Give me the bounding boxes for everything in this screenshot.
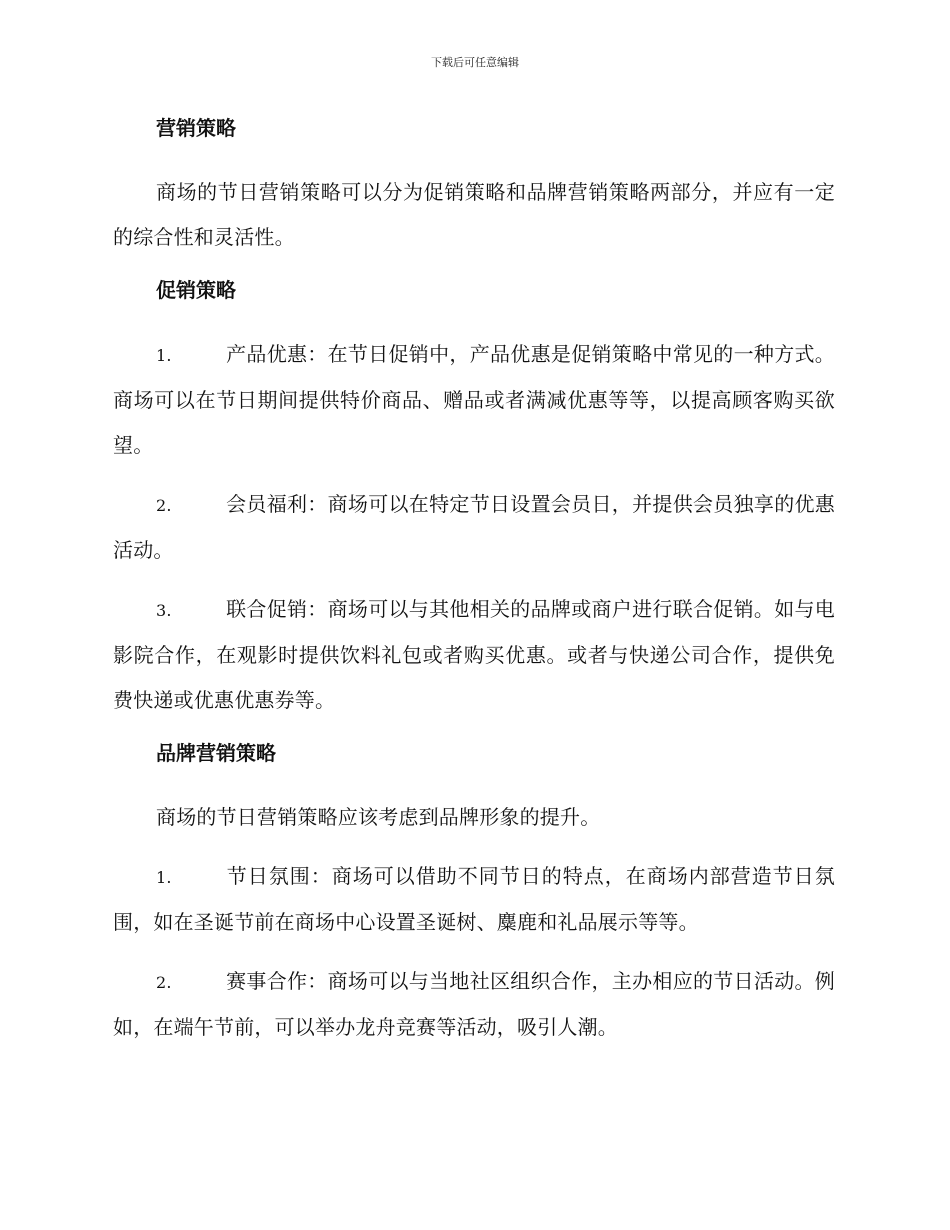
heading-brand-strategy: 品牌营销策略 bbox=[156, 741, 276, 765]
list-item bbox=[113, 332, 835, 468]
document-body bbox=[113, 112, 835, 1064]
list-item-text: 联合促销：商场可以与其他相关的品牌或商户进行联合促销。如与电影院合作，在观影时提供饮料礼包或者购买优惠。或者与快递公司合作，提供免费快递或优惠优惠券等。 bbox=[113, 597, 835, 712]
list-item-number: 2. bbox=[156, 496, 172, 515]
list-item-number: 3. bbox=[156, 601, 172, 620]
list-item bbox=[113, 587, 835, 723]
list-item-text: 会员福利：商场可以在特定节日设置会员日，并提供会员独享的优惠活动。 bbox=[113, 492, 835, 562]
list-item bbox=[113, 959, 835, 1050]
paragraph-brand-intro: 商场的节日营销策略应该考虑到品牌形象的提升。 bbox=[156, 805, 601, 829]
list-item-number: 1. bbox=[156, 868, 172, 887]
list-item bbox=[113, 854, 835, 945]
heading-promotion-strategy: 促销策略 bbox=[156, 278, 236, 302]
page-header-note: 下载后可任意编辑 bbox=[431, 56, 519, 69]
list-item-text: 赛事合作：商场可以与当地社区组织合作，主办相应的节日活动。例如，在端午节前，可以举办龙舟竞赛等活动，吸引人潮。 bbox=[113, 969, 835, 1039]
heading-marketing-strategy: 营销策略 bbox=[156, 116, 236, 140]
list-item-text: 产品优惠：在节日促销中，产品优惠是促销策略中常见的一种方式。商场可以在节日期间提供特价商品、赠品或者满减优惠等等，以提高顾客购买欲望。 bbox=[113, 342, 835, 457]
list-item-number: 2. bbox=[156, 973, 172, 992]
list-item-number: 1. bbox=[156, 346, 172, 365]
list-item-text: 节日氛围：商场可以借助不同节日的特点，在商场内部营造节日氛围，如在圣诞节前在商场中心设置圣诞树、麋鹿和礼品展示等等。 bbox=[113, 864, 835, 934]
paragraph-marketing-intro: 商场的节日营销策略可以分为促销策略和品牌营销策略两部分，并应有一定的综合性和灵活性。 bbox=[113, 180, 835, 249]
list-item bbox=[113, 482, 835, 573]
